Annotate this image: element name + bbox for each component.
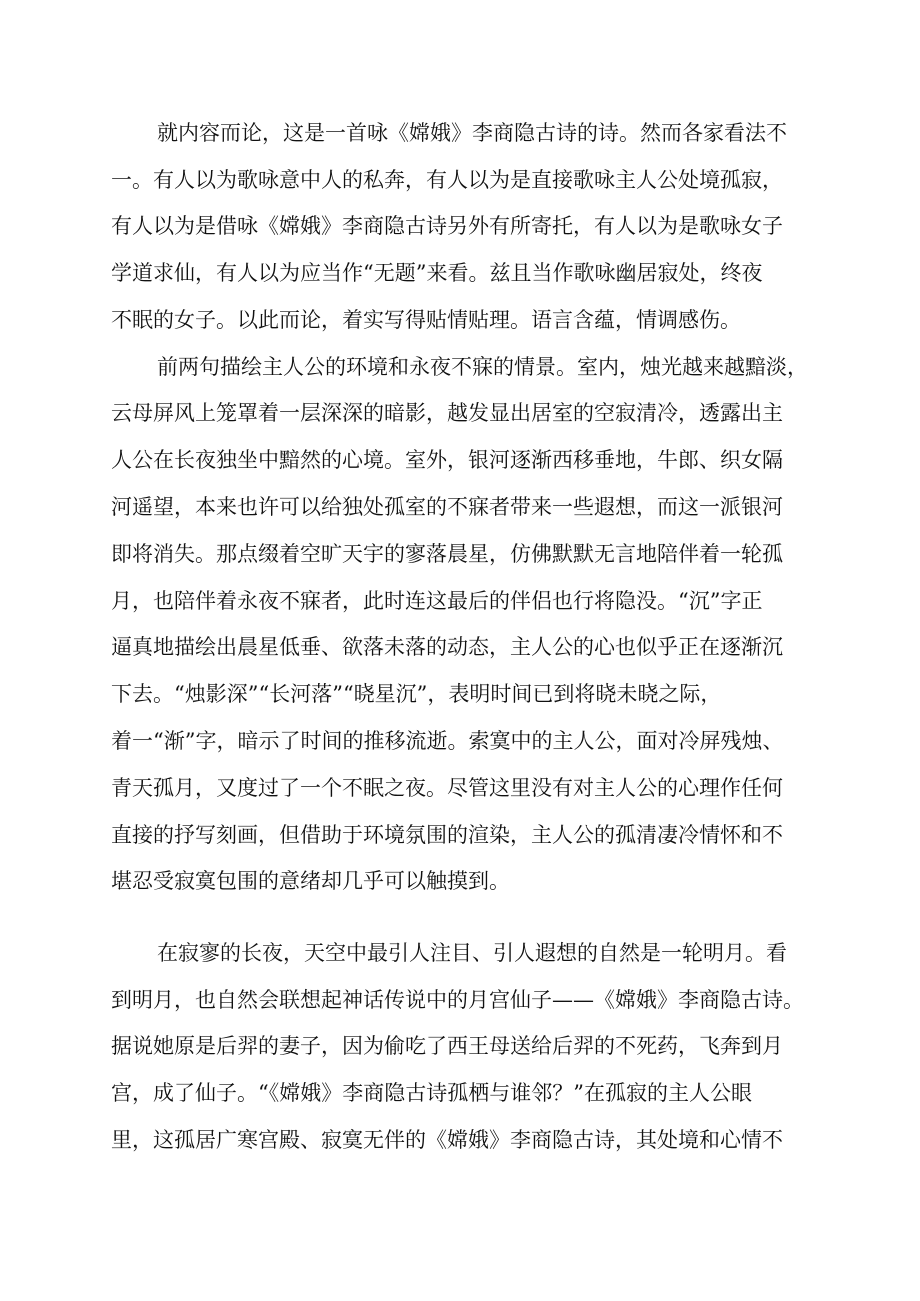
paragraph-3-line-2: 到明月，也自然会联想起神话传说中的月宫仙子——《嫦娥》李商隐古诗。 xyxy=(111,988,804,1012)
paragraph-3-line-5: 里，这孤居广寒宫殿、寂寞无伴的《嫦娥》李商隐古诗，其处境和心情不 xyxy=(111,1128,783,1152)
paragraph-1-line-4: 学道求仙，有人以为应当作“无题”来看。兹且当作歌咏幽居寂处，终夜 xyxy=(111,261,763,285)
paragraph-2-line-9: 着一“渐”字，暗示了时间的推移流逝。索寞中的主人公，面对冷屏残烛、 xyxy=(111,729,784,753)
paragraph-2-line-12: 堪忍受寂寞包围的意绪却几乎可以触摸到。 xyxy=(111,869,510,893)
paragraph-2-line-11: 直接的抒写刻画，但借助于环境氛围的渲染，主人公的孤清凄冷情怀和不 xyxy=(111,823,783,847)
paragraph-2-line-6: 月，也陪伴着永夜不寐者，此时连这最后的伴侣也行将隐没。“沉”字正 xyxy=(111,589,763,613)
paragraph-1-line-1: 就内容而论，这是一首咏《嫦娥》李商隐古诗的诗。然而各家看法不 xyxy=(157,121,787,145)
paragraph-3-line-4: 宫，成了仙子。“《嫦娥》李商隐古诗孤栖与谁邻？”在孤寂的主人公眼 xyxy=(111,1081,752,1105)
paragraph-2-line-10: 青天孤月，又度过了一个不眠之夜。尽管这里没有对主人公的心理作任何 xyxy=(111,776,783,800)
paragraph-2-line-4: 河遥望，本来也许可以给独处孤室的不寐者带来一些遐想，而这一派银河 xyxy=(111,495,783,519)
paragraph-2-line-1: 前两句描绘主人公的环境和永夜不寐的情景。室内，烛光越来越黯淡， xyxy=(157,355,808,379)
paragraph-3-line-3: 据说她原是后羿的妻子，因为偷吃了西王母送给后羿的不死药，飞奔到月 xyxy=(111,1034,783,1058)
paragraph-2-line-8: 下去。“烛影深”“长河落”“晓星沉”，表明时间已到将晓未晓之际， xyxy=(111,682,722,706)
paragraph-2-line-2: 云母屏风上笼罩着一层深深的暗影，越发显出居室的空寂清冷，透露出主 xyxy=(111,401,783,425)
paragraph-2-line-7: 逼真地描绘出晨星低垂、欲落未落的动态，主人公的心也似乎正在逐渐沉 xyxy=(111,635,783,659)
paragraph-1-line-2: 一。有人以为歌咏意中人的私奔，有人以为是直接歌咏主人公处境孤寂， xyxy=(111,168,783,192)
paragraph-1-line-5: 不眠的女子。以此而论，着实写得贴情贴理。语言含蕴，情调感伤。 xyxy=(111,308,741,332)
paragraph-1-line-3: 有人以为是借咏《嫦娥》李商隐古诗另外有所寄托，有人以为是歌咏女子 xyxy=(111,214,783,238)
paragraph-3-line-1: 在寂寥的长夜，天空中最引人注目、引人遐想的自然是一轮明月。看 xyxy=(157,941,787,965)
paragraph-2-line-5: 即将消失。那点缀着空旷天宇的寥落晨星，仿佛默默无言地陪伴着一轮孤 xyxy=(111,542,783,566)
paragraph-2-line-3: 人公在长夜独坐中黯然的心境。室外，银河逐渐西移垂地，牛郎、织女隔 xyxy=(111,448,783,472)
